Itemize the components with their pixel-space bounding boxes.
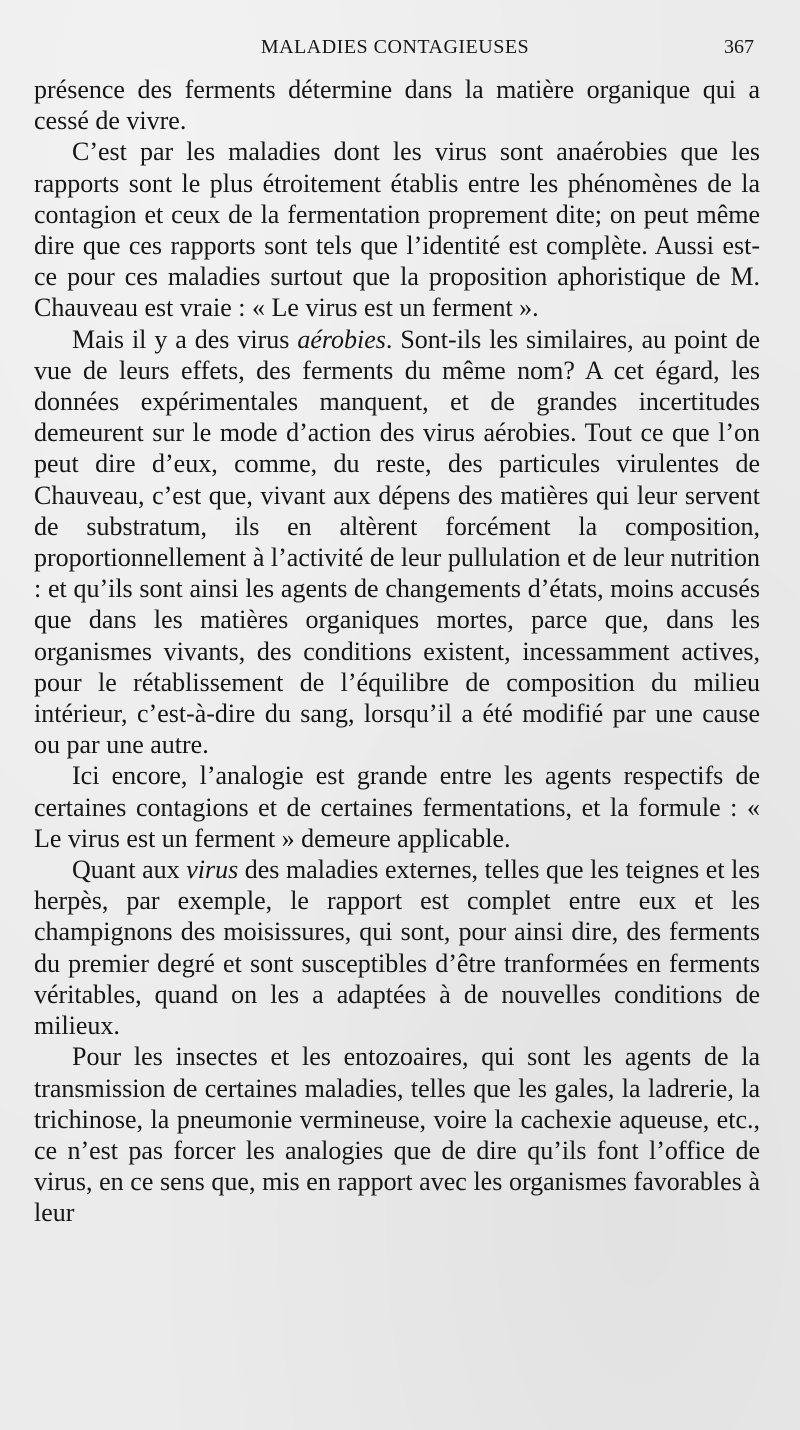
paragraph-aerobies bbox=[34, 324, 760, 761]
paragraph-continued: présence des ferments détermine dans la matière organique qui a cessé de vivre. bbox=[34, 75, 760, 136]
text-run: Quant aux bbox=[72, 855, 187, 885]
page-header bbox=[36, 36, 754, 64]
text-run: . Sont-ils les similaires, au point de vue de leurs effets, des ferments du même nom? A cet égard, les données expérimentales manquent, et de grandes incertitudes demeurent sur le mode d’action des virus aérobies. Tout ce que l’on peut dire d’eux, comme, du reste, des particules virulentes de Chauveau, c’est que, vivant aux dépens des matières qui leur servent de substratum, ils en altèrent forcément la composition, proportionnellement à l’activité de leur pullulation et de leur nutrition : et qu’ils sont ainsi les agents de changements d’états, moins accusés que dans les matières organiques mortes, parce que, dans les organismes vivants, des conditions existent, incessamment actives, pour le rétablissement de l’équilibre de composition du milieu intérieur, c’est-à-dire du sang, lorsqu’il a été modifié par une cause ou par une autre. bbox=[34, 324, 760, 760]
page-number: 367 bbox=[724, 36, 754, 58]
body-text bbox=[34, 74, 760, 1229]
text-run: des maladies externes, telles que les teignes et les herpès, par exemple, le rapport est complet entre eux et les champignons des moisissures, qui sont, pour ainsi dire, des ferments du premier degré et sont susceptibles d’être tranformées en ferments véritables, quand on les a adaptées à de nouvelles conditions de milieux. bbox=[34, 855, 760, 1041]
running-title: MALADIES CONTAGIEUSES bbox=[260, 36, 530, 58]
paragraph-insectes: Pour les insectes et les entozoaires, qui sont les agents de la transmission de certaines maladies, telles que les gales, la ladrerie, la trichinose, la pneumonie vermineuse, voire la cachexie aqueuse, etc., ce n’est pas forcer les analogies que de dire qu’ils font l’office de virus, en ce sens que, mis en rapport avec les organismes favorables à leur bbox=[34, 1042, 760, 1228]
paragraph-analogie: Ici encore, l’analogie est grande entre les agents respectifs de certaines contagions et de certaines fermentations, et la formule : « Le virus est un ferment » demeure applicable. bbox=[34, 761, 760, 853]
italic-term: aérobies bbox=[297, 324, 386, 354]
text-run: Mais il y a des virus bbox=[72, 324, 298, 354]
paragraph-maladies-externes bbox=[34, 854, 760, 1041]
italic-term: virus bbox=[186, 855, 239, 885]
paragraph-anaerobies: C’est par les maladies dont les virus sont anaérobies que les rapports sont le plus étroitement établis entre les phénomènes de la contagion et ceux de la fermentation proprement dite; on peut même dire que ces rapports sont tels que l’identité est complète. Aussi est-ce pour ces maladies surtout que la proposition aphoristique de M. Chauveau est vraie : « Le virus est un ferment ». bbox=[34, 137, 760, 323]
